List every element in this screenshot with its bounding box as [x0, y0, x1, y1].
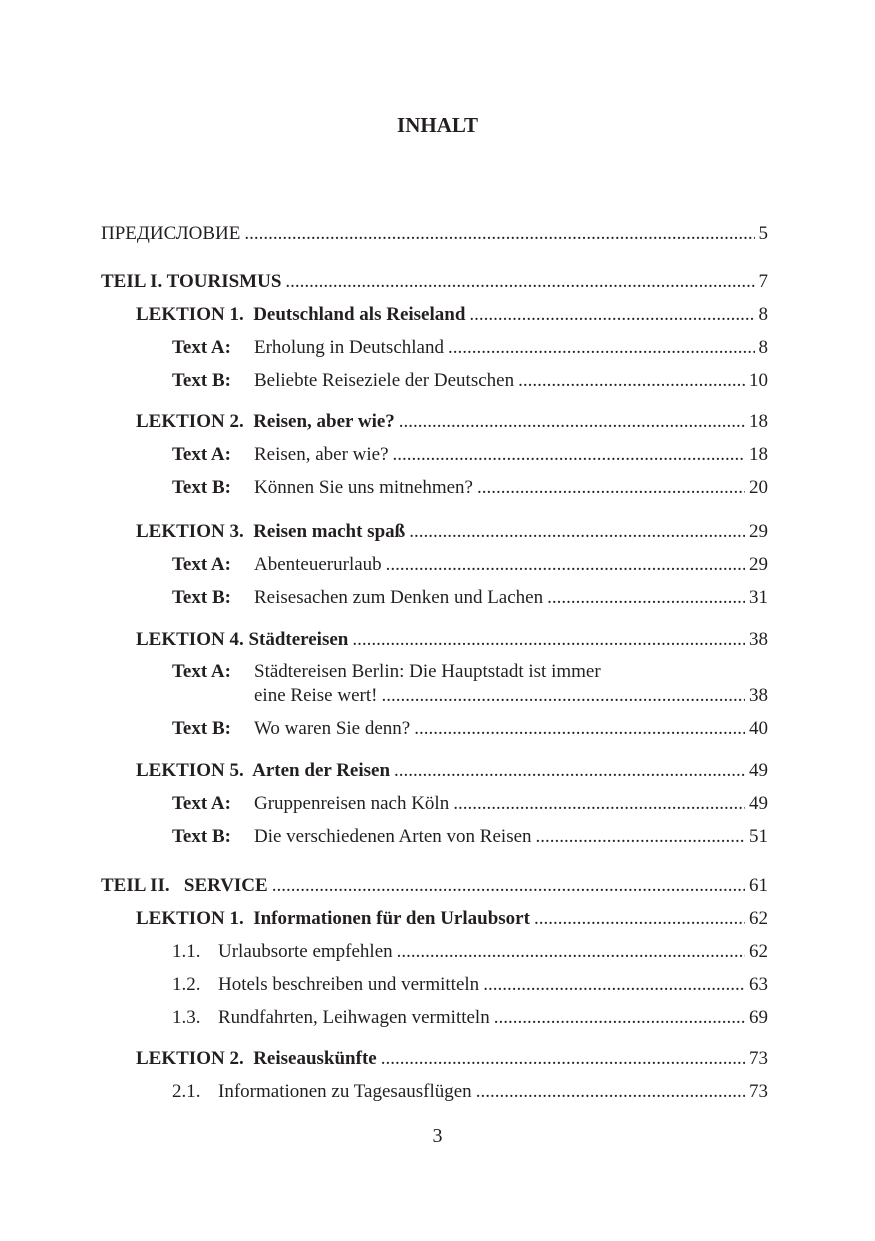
toc-page: 7	[758, 271, 768, 292]
toc-label: Reisen, aber wie?	[254, 444, 389, 465]
toc-label: LEKTION 2. Reisen, aber wie?	[136, 411, 395, 432]
toc-label: TEIL II. SERVICE	[101, 875, 268, 896]
dot-leader	[272, 874, 745, 898]
toc-page: 73	[749, 1081, 768, 1102]
text-tag: Text A:	[172, 661, 231, 682]
toc-label: LEKTION 4. Städtereisen	[136, 629, 349, 650]
dot-leader	[483, 973, 745, 997]
toc-page: 73	[749, 1048, 768, 1069]
toc-label: Informationen zu Tagesausflügen	[218, 1081, 472, 1102]
toc-entry-teil-1	[101, 270, 768, 294]
toc-label: LEKTION 1. Deutschland als Reiseland	[136, 304, 466, 325]
section-number: 1.2.	[172, 974, 201, 995]
page-title: INHALT	[397, 113, 478, 137]
toc-entry-text	[172, 586, 768, 610]
toc-page: 40	[749, 718, 768, 739]
dot-leader	[477, 476, 745, 500]
toc-entry-text	[172, 717, 768, 741]
text-tag: Text B:	[172, 587, 231, 608]
toc-entry-lektion	[136, 1047, 768, 1071]
toc-page: 49	[749, 793, 768, 814]
toc-entry-lektion	[136, 410, 768, 434]
toc-label: Hotels beschreiben und vermitteln	[218, 974, 480, 995]
toc-label: Gruppenreisen nach Köln	[254, 793, 450, 814]
toc-label: Städtereisen Berlin: Die Hauptstadt ist immer	[254, 661, 601, 682]
toc-entry-lektion	[136, 303, 768, 327]
toc-entry-text	[172, 792, 768, 816]
dot-leader	[352, 628, 745, 652]
toc-page: 8	[758, 337, 768, 358]
toc-label: Erholung in Deutschland	[254, 337, 444, 358]
toc-entry-lektion	[136, 520, 768, 544]
text-tag: Text B:	[172, 477, 231, 498]
text-tag: Text A:	[172, 337, 231, 358]
dot-leader	[547, 586, 745, 610]
toc-page: 38	[749, 629, 768, 650]
toc-entry-text-line2	[254, 684, 768, 708]
toc-entry-lektion	[136, 759, 768, 783]
toc-page: 18	[749, 411, 768, 432]
toc-page: 20	[749, 477, 768, 498]
toc-entry-text	[172, 553, 768, 577]
dot-leader	[409, 520, 745, 544]
toc-entry-section	[172, 1006, 768, 1030]
dot-leader	[494, 1006, 745, 1030]
toc-page: 63	[749, 974, 768, 995]
dot-leader	[536, 825, 745, 849]
text-tag: Text A:	[172, 793, 231, 814]
dot-leader	[394, 759, 745, 783]
dot-leader	[399, 410, 745, 434]
toc-page: 5	[758, 223, 768, 244]
dot-leader	[244, 222, 754, 246]
dot-leader	[386, 553, 745, 577]
toc-page: 61	[749, 875, 768, 896]
section-number: 1.3.	[172, 1007, 201, 1028]
toc-label: LEKTION 3. Reisen macht spaß	[136, 521, 406, 542]
toc-page: 69	[749, 1007, 768, 1028]
toc-label: Können Sie uns mitnehmen?	[254, 477, 473, 498]
text-tag: Text B:	[172, 718, 231, 739]
dot-leader	[518, 369, 745, 393]
toc-page: 10	[749, 370, 768, 391]
toc-page: 51	[749, 826, 768, 847]
dot-leader	[476, 1080, 745, 1104]
toc-page: 31	[749, 587, 768, 608]
toc-label: LEKTION 5. Arten der Reisen	[136, 760, 391, 781]
toc-page: 29	[749, 554, 768, 575]
toc-entry-text	[172, 336, 768, 360]
dot-leader	[469, 303, 754, 327]
text-tag: Text B:	[172, 826, 231, 847]
dot-leader	[381, 684, 745, 708]
toc-label: Die verschiedenen Arten von Reisen	[254, 826, 532, 847]
toc-page: 8	[758, 304, 768, 325]
toc-entry-teil-2	[101, 874, 768, 898]
toc-label: ПРЕДИСЛОВИЕ	[101, 223, 241, 244]
toc-label: LEKTION 2. Reiseauskünfte	[136, 1048, 377, 1069]
toc-entry-text	[172, 369, 768, 393]
toc-page: 62	[749, 941, 768, 962]
toc-page: 62	[749, 908, 768, 929]
dot-leader	[393, 443, 745, 467]
section-number: 2.1.	[172, 1081, 201, 1102]
toc-label: TEIL I. TOURISMUS	[101, 271, 282, 292]
text-tag: Text A:	[172, 444, 231, 465]
dot-leader	[285, 270, 754, 294]
toc-entry-text	[172, 825, 768, 849]
toc-page: 38	[749, 685, 768, 706]
dot-leader	[414, 717, 745, 741]
toc-entry-section	[172, 973, 768, 997]
toc-entry-section	[172, 940, 768, 964]
section-number: 1.1.	[172, 941, 201, 962]
toc-page: 29	[749, 521, 768, 542]
dot-leader	[453, 792, 745, 816]
page-number: 3	[432, 1125, 443, 1147]
toc-entry-lektion	[136, 628, 768, 652]
toc-entry-text	[172, 476, 768, 500]
toc-entry-text-line1	[172, 660, 768, 684]
toc-label: Beliebte Reiseziele der Deutschen	[254, 370, 515, 391]
toc-entry-section	[172, 1080, 768, 1104]
toc-label-continued: eine Reise wert!	[254, 685, 378, 706]
text-tag: Text A:	[172, 554, 231, 575]
toc-page: 18	[749, 444, 768, 465]
text-tag: Text B:	[172, 370, 231, 391]
toc-label: Wo waren Sie denn?	[254, 718, 411, 739]
toc-page: 49	[749, 760, 768, 781]
toc-label: Rundfahrten, Leihwagen vermitteln	[218, 1007, 490, 1028]
toc-entry-text	[172, 443, 768, 467]
toc-label: Urlaubsorte empfehlen	[218, 941, 393, 962]
dot-leader	[397, 940, 745, 964]
dot-leader	[534, 907, 745, 931]
dot-leader	[381, 1047, 745, 1071]
toc-entry-vorwort	[101, 222, 768, 246]
dot-leader	[448, 336, 755, 360]
toc-label: Reisesachen zum Denken und Lachen	[254, 587, 544, 608]
toc-entry-lektion	[136, 907, 768, 931]
toc-label: LEKTION 1. Informationen für den Urlaubsort	[136, 908, 530, 929]
toc-label: Abenteuerurlaub	[254, 554, 382, 575]
